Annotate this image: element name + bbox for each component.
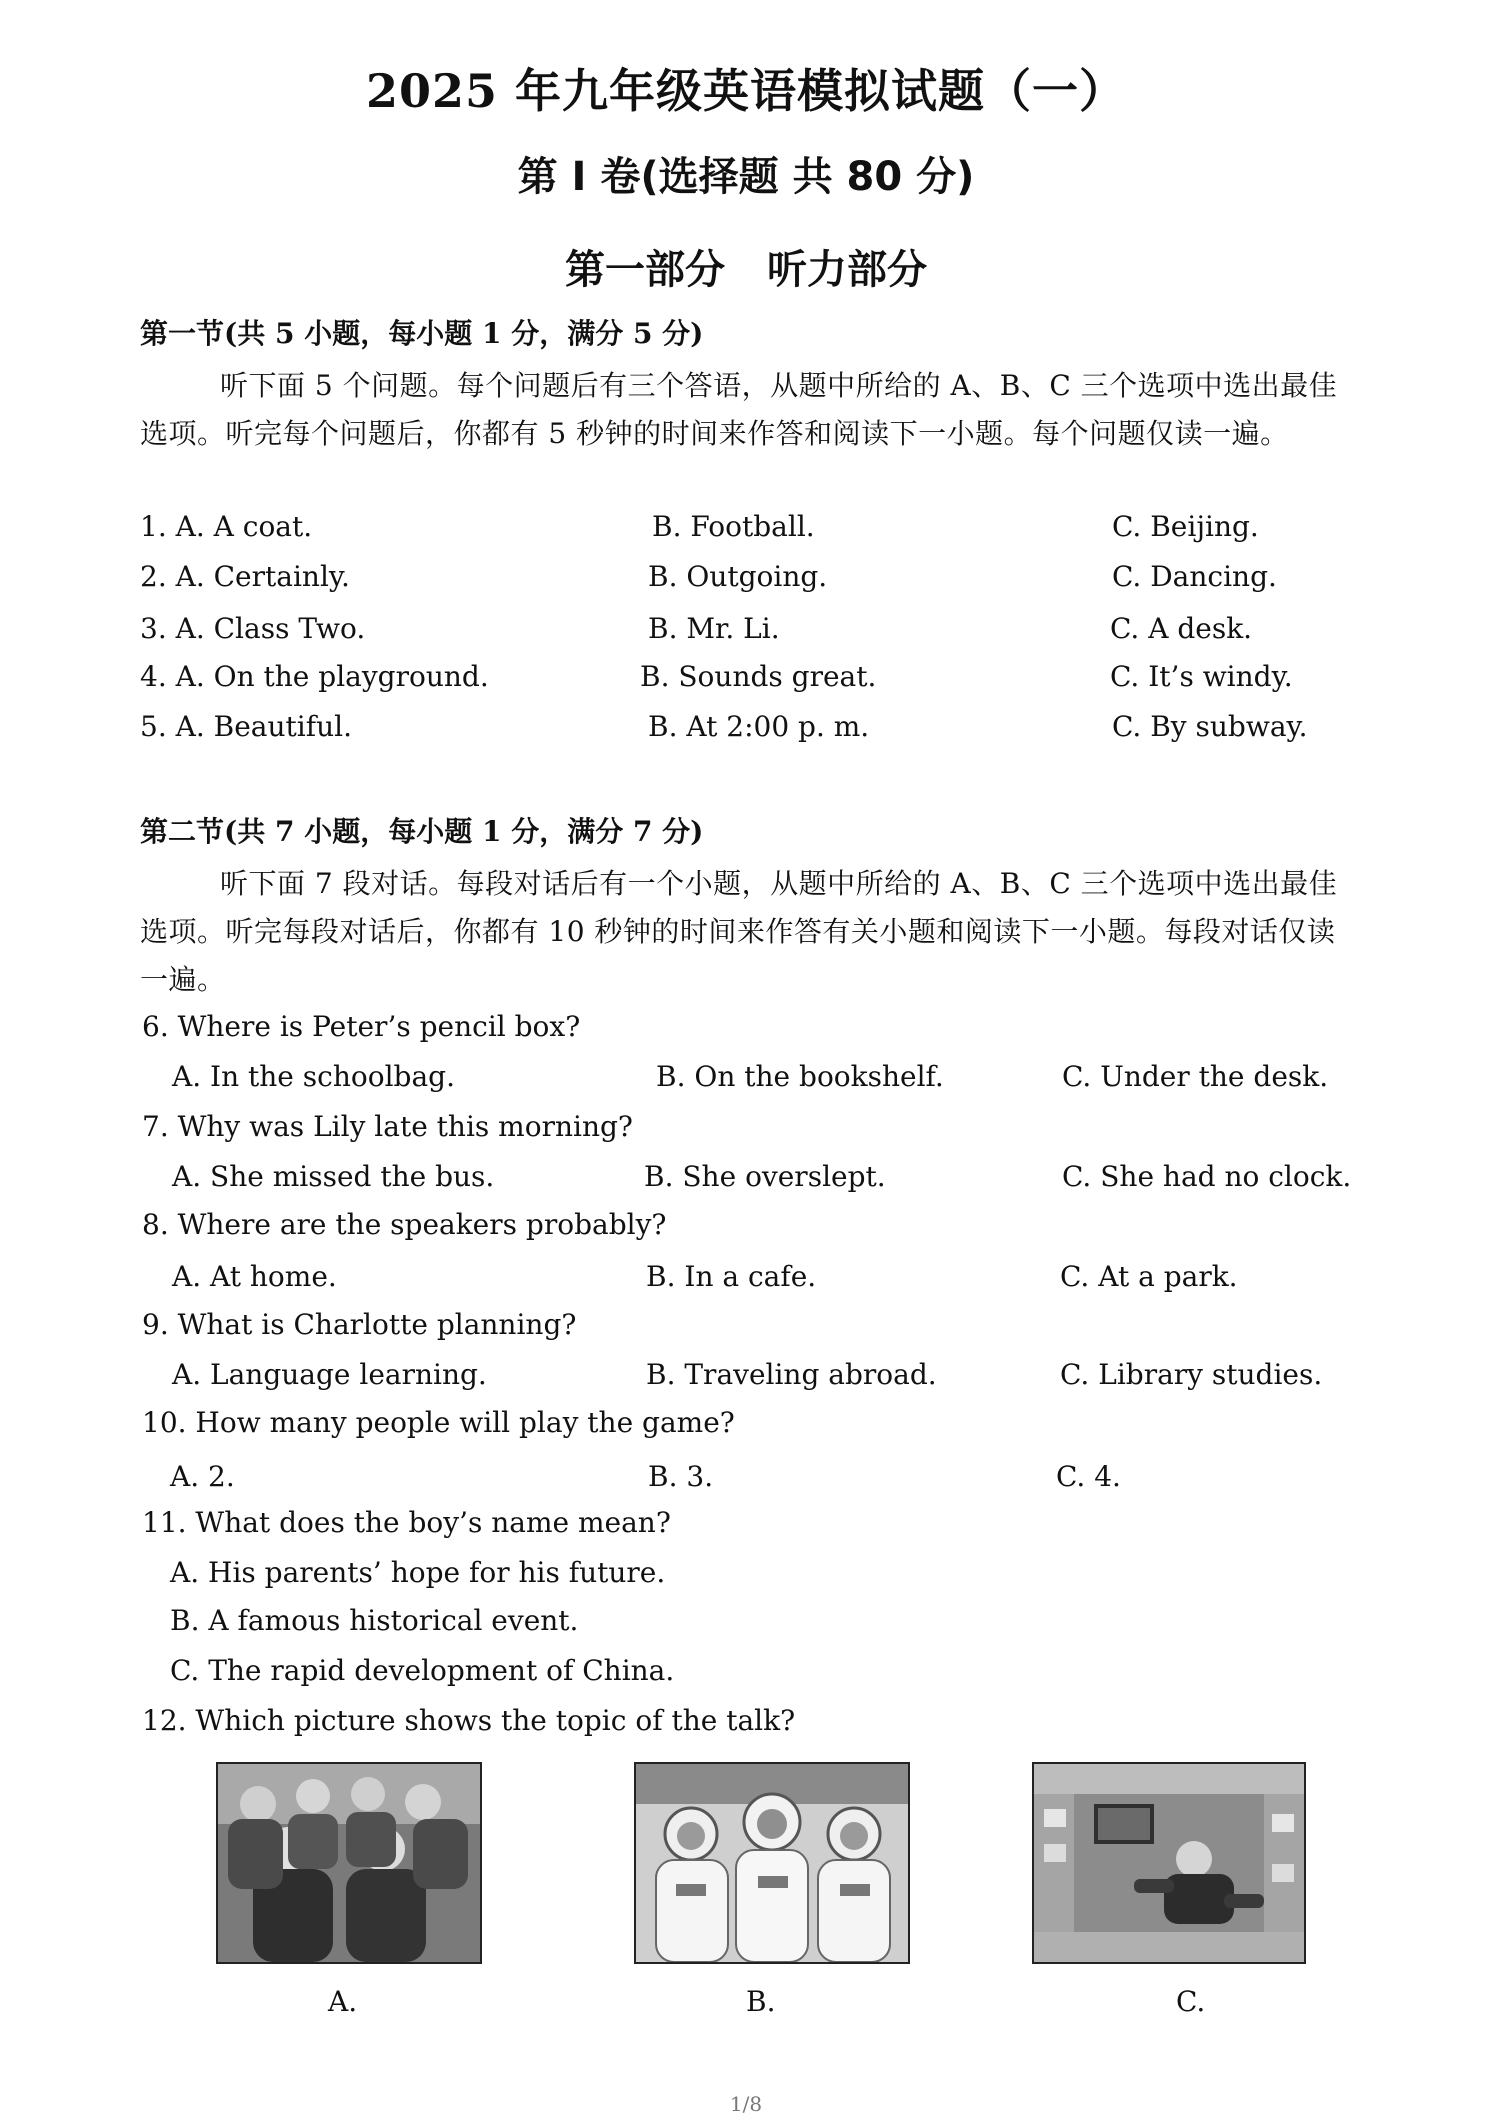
option-a: 3. A. Class Two.: [140, 612, 366, 645]
picture-c: [1032, 1762, 1306, 1964]
volume-title: 第 I 卷(选择题 共 80 分): [517, 154, 975, 200]
section2-instructions: 听下面 7 段对话。每段对话后有一个小题，从题中所给的 A、B、C 三个选项中选出最佳选项。听完每段对话后，你都有 10 秒钟的时间来作答有关小题和阅读下一小题。每段对话仅读一遍。: [140, 867, 1338, 996]
option-a: A. She missed the bus.: [172, 1160, 495, 1193]
option-c: C. By subway.: [1112, 710, 1308, 743]
exam-title: 2025 年九年级英语模拟试题（一）: [365, 64, 1127, 118]
option-b: B. Traveling abroad.: [646, 1358, 937, 1391]
option-c: C. The rapid development of China.: [170, 1654, 675, 1687]
picture-c-label: C.: [1176, 1985, 1206, 2018]
option-b: B. She overslept.: [644, 1160, 886, 1193]
option-b: B. In a cafe.: [646, 1260, 817, 1293]
option-a: A. 2.: [170, 1460, 235, 1493]
astronaut-group-image: [218, 1764, 480, 1962]
question-row: [0, 560, 1492, 604]
space-station-interior-image: [1034, 1764, 1304, 1962]
option-a: A. Language learning.: [172, 1358, 487, 1391]
option-a: A. In the schoolbag.: [172, 1060, 455, 1093]
option-c: C. She had no clock.: [1062, 1160, 1352, 1193]
option-a: 5. A. Beautiful.: [140, 710, 352, 743]
option-c: C. 4.: [1056, 1460, 1121, 1493]
option-c: C. Dancing.: [1112, 560, 1277, 593]
option-c: C. Library studies.: [1060, 1358, 1323, 1391]
option-c: C. Under the desk.: [1062, 1060, 1329, 1093]
option-b: B. At 2:00 p. m.: [648, 710, 870, 743]
question-stem: 6. Where is Peter’s pencil box?: [142, 1010, 581, 1043]
question-row: [0, 612, 1492, 656]
picture-a-label: A.: [328, 1985, 358, 2018]
picture-a: [216, 1762, 482, 1964]
option-b: B. 3.: [648, 1460, 714, 1493]
option-c: C. A desk.: [1110, 612, 1253, 645]
part-title: 第一部分 听力部分: [565, 247, 927, 293]
option-b: B. Football.: [652, 510, 815, 543]
question-stem: 7. Why was Lily late this morning?: [142, 1110, 633, 1143]
section1-instructions: 听下面 5 个问题。每个问题后有三个答语，从题中所给的 A、B、C 三个选项中选出最佳选项。听完每个问题后，你都有 5 秒钟的时间来作答和阅读下一小题。每个问题仅读一遍。: [140, 369, 1338, 450]
section1-heading: 第一节(共 5 小题，每小题 1 分，满分 5 分): [140, 317, 704, 350]
spacesuit-astronauts-image: [636, 1764, 908, 1962]
question-stem: 9. What is Charlotte planning?: [142, 1308, 577, 1341]
option-c: C. It’s windy.: [1110, 660, 1293, 693]
question-row: [0, 710, 1492, 754]
option-c: C. At a park.: [1060, 1260, 1238, 1293]
option-a: 4. A. On the playground.: [140, 660, 489, 693]
section2-heading: 第二节(共 7 小题，每小题 1 分，满分 7 分): [140, 815, 704, 848]
option-a: 1. A. A coat.: [140, 510, 313, 543]
question-stem: 12. Which picture shows the topic of the talk?: [142, 1704, 796, 1737]
question-row: [0, 660, 1492, 704]
option-a: A. At home.: [172, 1260, 337, 1293]
option-a: 2. A. Certainly.: [140, 560, 350, 593]
option-b: B. Mr. Li.: [648, 612, 780, 645]
question-row: [0, 510, 1492, 554]
question-stem: 10. How many people will play the game?: [142, 1406, 735, 1439]
option-b: B. Sounds great.: [640, 660, 877, 693]
option-a: A. His parents’ hope for his future.: [170, 1556, 666, 1589]
question-stem: 11. What does the boy’s name mean?: [142, 1506, 671, 1539]
page-number: 1/8: [729, 2092, 763, 2116]
question-stem: 8. Where are the speakers probably?: [142, 1208, 667, 1241]
option-b: B. On the bookshelf.: [656, 1060, 944, 1093]
option-b: B. Outgoing.: [648, 560, 828, 593]
picture-b: [634, 1762, 910, 1964]
option-b: B. A famous historical event.: [170, 1604, 579, 1637]
option-c: C. Beijing.: [1112, 510, 1259, 543]
picture-b-label: B.: [746, 1985, 776, 2018]
